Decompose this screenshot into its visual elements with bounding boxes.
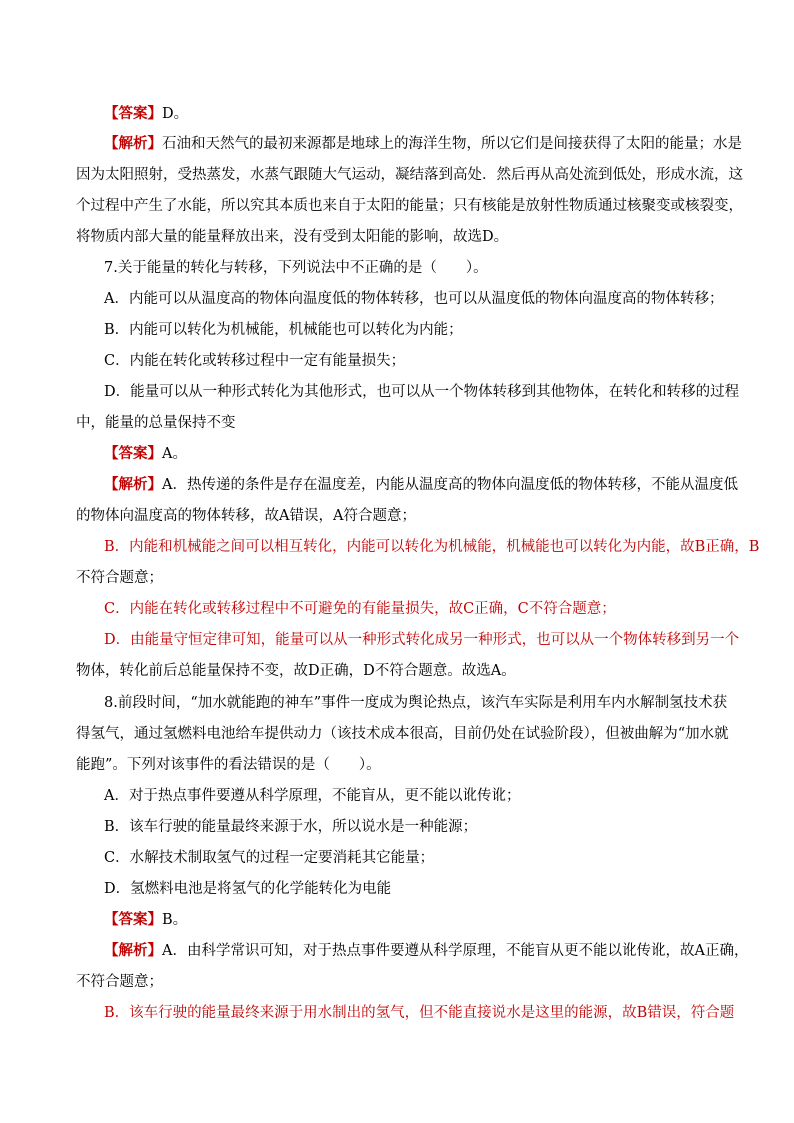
text-line bbox=[76, 413, 236, 433]
highlighted-text: D．由能量守恒定律可知，能量可以从一种形式转化成另一种形式，也可以从一个物体转移到另一个 bbox=[104, 632, 740, 648]
body-text: B．内能可以转化为机械能，机械能也可以转化为内能； bbox=[104, 322, 463, 338]
text-line bbox=[104, 134, 742, 154]
text-line bbox=[104, 289, 723, 309]
highlighted-text: C．内能在转化或转移过程中不可避免的有能量损失，故C正确，C不符合题意； bbox=[104, 601, 616, 617]
text-line bbox=[104, 258, 488, 278]
body-text: D．氢燃料电池是将氢气的化学能转化为电能 bbox=[104, 881, 392, 897]
body-text: 得氢气，通过氢燃料电池给车提供动力（该技术成本很高，目前仍处在试验阶段），但被曲解为“加水就 bbox=[76, 726, 729, 742]
text-line bbox=[104, 537, 759, 557]
section-tag: 【解析】 bbox=[104, 942, 162, 959]
text-line bbox=[76, 661, 516, 681]
text-line bbox=[104, 817, 477, 837]
body-text: 不符合题意； bbox=[76, 570, 163, 586]
body-text: A．由科学常识可知，对于热点事件要遵从科学原理，不能盲从更不能以讹传讹，故A正确， bbox=[162, 943, 749, 959]
text-line bbox=[76, 972, 163, 992]
section-tag: 【答案】 bbox=[104, 105, 162, 122]
text-line bbox=[104, 320, 463, 340]
text-line bbox=[104, 910, 187, 930]
text-line bbox=[76, 568, 163, 588]
body-text: 个过程中产生了水能，所以究其本质也来自于太阳的能量；只有核能是放射性物质通过核聚变或核裂变， bbox=[76, 198, 743, 214]
body-text: 8.前段时间，“加水就能跑的神车”事件一度成为舆论热点，该汽车实际是利用车内水解制氢技术获 bbox=[104, 695, 728, 711]
body-text: C．内能在转化或转移过程中一定有能量损失； bbox=[104, 353, 406, 369]
highlighted-text: B．内能和机械能之间可以相互转化，内能可以转化为机械能，机械能也可以转化为内能，故B正确，B bbox=[104, 539, 760, 555]
body-text: 的物体向温度高的物体转移，故A错误，A符合题意； bbox=[76, 508, 416, 524]
text-line bbox=[104, 941, 748, 961]
text-line bbox=[104, 351, 405, 371]
body-text: A．内能可以从温度高的物体向温度低的物体转移，也可以从温度低的物体向温度高的物体转移； bbox=[104, 291, 724, 307]
text-line bbox=[104, 382, 739, 402]
text-line bbox=[104, 786, 520, 806]
body-text: 因为太阳照射，受热蒸发，水蒸气跟随大气运动，凝结落到高处．然后再从高处流到低处，形成水流，这 bbox=[76, 167, 743, 183]
text-line bbox=[104, 879, 391, 899]
body-text: 石油和天然气的最初来源都是地球上的海洋生物，所以它们是间接获得了太阳的能量；水是 bbox=[162, 136, 742, 152]
body-text: 将物质内部大量的能量释放出来，没有受到太阳能的影响，故选D。 bbox=[76, 229, 509, 245]
section-tag: 【答案】 bbox=[104, 911, 162, 928]
body-text: A．热传递的条件是存在温度差，内能从温度高的物体向温度低的物体转移，不能从温度低 bbox=[162, 477, 738, 493]
section-tag: 【答案】 bbox=[104, 445, 162, 462]
text-line bbox=[104, 630, 739, 650]
text-line bbox=[104, 599, 616, 619]
body-text: 中，能量的总量保持不变 bbox=[76, 415, 236, 431]
body-text: 7.关于能量的转化与转移，下列说法中不正确的是（ ）。 bbox=[104, 260, 488, 276]
body-text: B．该车行驶的能量最终来源于水，所以说水是一种能源； bbox=[104, 819, 478, 835]
body-text: D。 bbox=[162, 106, 189, 122]
text-line bbox=[104, 444, 187, 464]
text-line bbox=[76, 196, 743, 216]
section-tag: 【解析】 bbox=[104, 476, 162, 493]
body-text: 能跑”。下列对该事件的看法错误的是（ ）。 bbox=[76, 757, 381, 773]
text-line bbox=[76, 227, 508, 247]
highlighted-text: B．该车行驶的能量最终来源于用水制出的氢气，但不能直接说水是这里的能源，故B错误，符合题 bbox=[104, 1005, 735, 1021]
text-line bbox=[104, 104, 188, 124]
body-text: 不符合题意； bbox=[76, 974, 163, 990]
text-line bbox=[76, 755, 381, 775]
text-line bbox=[104, 693, 727, 713]
text-line bbox=[104, 848, 434, 868]
text-line bbox=[104, 475, 738, 495]
body-text: C．水解技术制取氢气的过程一定要消耗其它能量； bbox=[104, 850, 435, 866]
text-line bbox=[76, 506, 416, 526]
section-tag: 【解析】 bbox=[104, 135, 162, 152]
text-line bbox=[76, 165, 743, 185]
text-line bbox=[76, 724, 729, 744]
body-text: A．对于热点事件要遵从科学原理，不能盲从，更不能以讹传讹； bbox=[104, 788, 521, 804]
text-line bbox=[104, 1003, 734, 1023]
body-text: 物体，转化前后总能量保持不变，故D正确，D不符合题意。故选A。 bbox=[76, 663, 516, 679]
body-text: B。 bbox=[162, 912, 188, 928]
body-text: D．能量可以从一种形式转化为其他形式，也可以从一个物体转移到其他物体，在转化和转移的过程 bbox=[104, 384, 740, 400]
body-text: A。 bbox=[162, 446, 187, 462]
